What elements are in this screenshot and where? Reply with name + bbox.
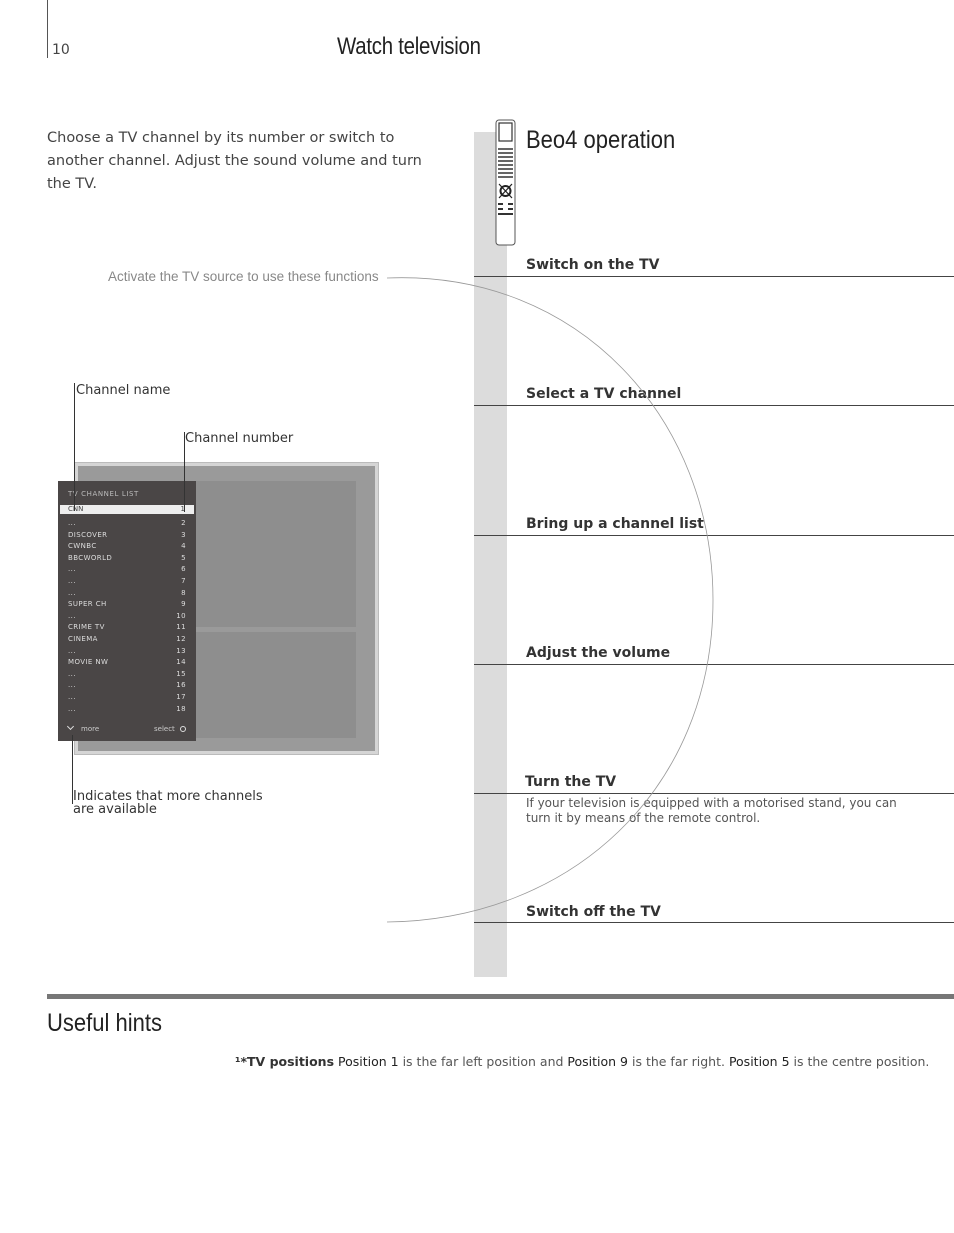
hint-position-term: Position 5 bbox=[728, 1054, 790, 1069]
channel-number: 16 bbox=[176, 681, 186, 690]
chevron-down-icon bbox=[67, 723, 74, 730]
step-divider bbox=[474, 535, 954, 536]
select-label: select bbox=[154, 725, 175, 733]
channel-name: CNN bbox=[68, 505, 84, 513]
channel-list-row[interactable] bbox=[68, 553, 186, 565]
step-title-adjust-volume: Adjust the volume bbox=[526, 645, 671, 661]
channel-number: 11 bbox=[176, 623, 186, 632]
channel-list-row[interactable] bbox=[68, 692, 186, 704]
channel-number: 3 bbox=[181, 530, 186, 539]
channel-name: ... bbox=[68, 577, 76, 585]
channel-list-row[interactable] bbox=[68, 680, 186, 692]
sidebar-bar bbox=[474, 132, 507, 977]
channel-name: DISCOVER bbox=[68, 530, 108, 539]
channel-list-row[interactable] bbox=[68, 588, 186, 600]
channel-number: 12 bbox=[176, 635, 186, 643]
channel-number: 1 bbox=[180, 505, 185, 513]
channel-number: 7 bbox=[181, 577, 186, 585]
channel-list-row[interactable] bbox=[68, 564, 186, 576]
channel-list-title: TV CHANNEL LIST bbox=[68, 490, 139, 498]
channel-list-footer bbox=[68, 725, 186, 733]
step-divider bbox=[474, 405, 954, 406]
channel-number: 8 bbox=[181, 588, 186, 597]
page-number: 10 bbox=[52, 42, 70, 58]
channel-name: CWNBC bbox=[68, 542, 97, 551]
channel-name: CINEMA bbox=[68, 635, 98, 643]
callout-channel-number: Channel number bbox=[185, 431, 294, 446]
channel-number: 15 bbox=[176, 669, 186, 678]
channel-name: BBCWORLD bbox=[68, 553, 113, 562]
channel-name: ... bbox=[68, 669, 76, 678]
activate-note: Activate the TV source to use these functions bbox=[108, 269, 379, 284]
channel-name: ... bbox=[68, 646, 76, 655]
more-label: more bbox=[81, 725, 100, 733]
hint-text-part: is the centre position. bbox=[789, 1054, 930, 1069]
page-title: Watch television bbox=[337, 33, 481, 60]
hint-position-term: Position 1 bbox=[338, 1054, 399, 1069]
channel-number: 14 bbox=[176, 658, 186, 667]
channel-list-row[interactable] bbox=[68, 576, 186, 588]
step-title-select-channel: Select a TV channel bbox=[526, 386, 682, 402]
step-divider bbox=[474, 664, 954, 665]
channel-name: CRIME TV bbox=[68, 623, 105, 632]
channel-name: SUPER CH bbox=[68, 600, 107, 609]
channel-list-row[interactable] bbox=[68, 599, 186, 611]
channel-list-row[interactable] bbox=[68, 622, 186, 634]
section-title: Beo4 operation bbox=[526, 126, 676, 154]
step-title-switch-off: Switch off the TV bbox=[526, 904, 661, 920]
channel-list-selected-row bbox=[60, 505, 194, 514]
callout-more-channels: Indicates that more channels are available bbox=[73, 789, 263, 817]
channel-list-row[interactable] bbox=[68, 611, 186, 623]
channel-name: ... bbox=[68, 611, 76, 620]
channel-number: 4 bbox=[181, 542, 186, 551]
step-title-channel-list: Bring up a channel list bbox=[526, 516, 704, 532]
channel-name: ... bbox=[68, 704, 76, 713]
channel-list-menu bbox=[58, 481, 196, 741]
step-divider bbox=[474, 276, 954, 277]
channel-list-row[interactable] bbox=[68, 541, 186, 553]
channel-name: ... bbox=[68, 565, 76, 574]
channel-number: 18 bbox=[176, 704, 186, 713]
channel-name: ... bbox=[68, 588, 76, 597]
channel-name: ... bbox=[68, 693, 76, 701]
channel-number: 2 bbox=[181, 519, 186, 527]
channel-list-row[interactable] bbox=[68, 704, 186, 716]
hint-position-term: Position 9 bbox=[567, 1054, 629, 1069]
channel-list-row[interactable] bbox=[68, 634, 186, 646]
hint-key-tv-positions: ¹*TV positions bbox=[235, 1054, 335, 1069]
hint-text-part: is the far right. bbox=[628, 1054, 729, 1069]
step-divider bbox=[474, 922, 954, 923]
section-divider bbox=[47, 994, 954, 999]
step-text-turn-tv: If your television is equipped with a motorised stand, you can turn it by means of the remote control. bbox=[526, 796, 897, 825]
callout-channel-name: Channel name bbox=[76, 383, 171, 398]
channel-list-row[interactable] bbox=[68, 530, 186, 542]
channel-list-row[interactable] bbox=[68, 657, 186, 669]
step-title-turn-tv: Turn the TV bbox=[525, 774, 617, 790]
select-circle-icon bbox=[180, 726, 186, 732]
channel-name: ... bbox=[68, 681, 76, 690]
step-title-switch-on: Switch on the TV bbox=[526, 257, 660, 273]
intro-paragraph: Choose a TV channel by its number or switch to another channel. Adjust the sound volume and turn the TV. bbox=[47, 130, 422, 192]
channel-number: 6 bbox=[181, 565, 186, 574]
page-margin-rule bbox=[47, 0, 48, 58]
channel-list-row[interactable] bbox=[68, 646, 186, 658]
channel-list-row[interactable] bbox=[68, 669, 186, 681]
channel-number: 17 bbox=[176, 693, 186, 701]
channel-number: 10 bbox=[176, 611, 186, 620]
channel-number: 13 bbox=[176, 646, 186, 655]
channel-name: ... bbox=[68, 519, 76, 527]
hints-title: Useful hints bbox=[47, 1009, 162, 1037]
channel-list-row[interactable] bbox=[68, 518, 186, 530]
hint-text-tv-positions bbox=[338, 1054, 929, 1069]
hint-text-part: is the far left position and bbox=[398, 1054, 568, 1069]
step-divider bbox=[474, 793, 954, 794]
channel-name: MOVIE NW bbox=[68, 658, 109, 667]
channel-number: 5 bbox=[181, 553, 186, 562]
channel-number: 9 bbox=[181, 600, 186, 609]
